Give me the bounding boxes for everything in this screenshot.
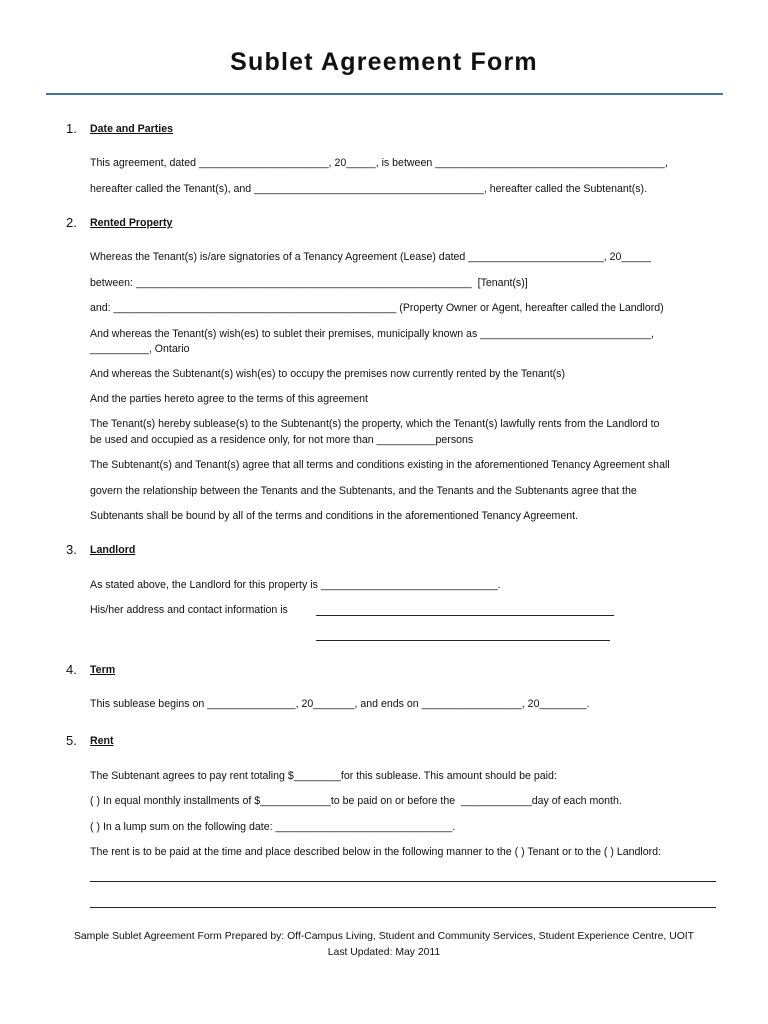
section-2-line-1[interactable]: Whereas the Tenant(s) is/are signatories of a Tenancy Agreement (Lease) dated _______________________, 20_____ <box>90 251 651 263</box>
page-title: Sublet Agreement Form <box>230 48 538 76</box>
section-5-heading: Rent <box>90 735 114 747</box>
section-2-line-11: govern the relationship between the Tenants and the Subtenants, and the Tenants and the Subtenants agree that the <box>90 485 637 497</box>
section-2-line-6: And whereas the Subtenant(s) wish(es) to occupy the premises now currently rented by the Tenant(s) <box>90 368 565 380</box>
section-1-heading: Date and Parties <box>90 123 174 135</box>
section-2-line-8: The Tenant(s) hereby sublease(s) to the Subtenant(s) the property, which the Tenant(s) lawfully rents from the Landlord to <box>90 418 660 430</box>
section-3-number: 3. <box>66 542 77 557</box>
section-2-heading: Rented Property <box>90 217 173 229</box>
section-2-number: 2. <box>66 215 77 230</box>
landlord-address-line-1[interactable] <box>316 615 614 616</box>
section-3-line-1[interactable]: As stated above, the Landlord for this property is ______________________________. <box>90 579 501 591</box>
payment-manner-line-1[interactable] <box>90 881 716 882</box>
footer-last-updated: Last Updated: May 2011 <box>327 947 441 958</box>
section-1-line-2[interactable]: hereafter called the Tenant(s), and _______________________________________, hereafter called the Subtenant(s). <box>90 183 648 195</box>
section-5-line-1[interactable]: The Subtenant agrees to pay rent totaling $________for this sublease. This amount should be paid: <box>90 770 557 782</box>
section-2-line-7: And the parties hereto agree to the terms of this agreement <box>90 393 368 405</box>
section-4-heading: Term <box>90 664 116 676</box>
section-2-line-9[interactable]: be used and occupied as a residence only, for not more than __________persons <box>90 434 474 446</box>
section-2-line-12: Subtenants shall be bound by all of the terms and conditions in the aforementioned Tenancy Agreement. <box>90 510 579 522</box>
section-2-line-10: The Subtenant(s) and Tenant(s) agree that all terms and conditions existing in the aforementioned Tenancy Agreement shall <box>90 459 670 471</box>
landlord-address-line-2[interactable] <box>316 640 610 641</box>
section-2-line-5[interactable]: __________, Ontario <box>90 343 190 355</box>
title-rule <box>46 93 723 95</box>
section-4-line-1[interactable]: This sublease begins on _______________, 20_______, and ends on _________________, 20________. <box>90 698 590 710</box>
section-1-number: 1. <box>66 121 77 136</box>
section-3-heading: Landlord <box>90 544 136 556</box>
section-3-line-2: His/her address and contact information is <box>90 604 288 616</box>
section-2-line-2[interactable]: between: _________________________________________________________ [Tenant(s)] <box>90 277 528 289</box>
section-5-number: 5. <box>66 733 77 748</box>
section-1-line-1[interactable]: This agreement, dated ______________________, 20_____, is between _______________________________________, <box>90 157 668 169</box>
payment-manner-line-2[interactable] <box>90 907 716 908</box>
footer-prepared-by: Sample Sublet Agreement Form Prepared by: Off-Campus Living, Student and Community Services, Student Experience Centre, UOIT <box>73 931 695 942</box>
section-2-line-4[interactable]: And whereas the Tenant(s) wish(es) to sublet their premises, municipally known as _____________________________, <box>90 328 654 340</box>
section-4-number: 4. <box>66 662 77 677</box>
section-2-line-3[interactable]: and: ________________________________________________ (Property Owner or Agent, hereafter called the Landlord) <box>90 302 664 314</box>
section-5-line-2[interactable]: ( ) In equal monthly installments of $____________to be paid on or before the ____________day of each month. <box>90 795 622 807</box>
section-5-line-3[interactable]: ( ) In a lump sum on the following date: ______________________________. <box>90 821 456 833</box>
section-5-line-4: The rent is to be paid at the time and place described below in the following manner to the ( ) Tenant or to the ( ) Landlord: <box>90 846 662 858</box>
